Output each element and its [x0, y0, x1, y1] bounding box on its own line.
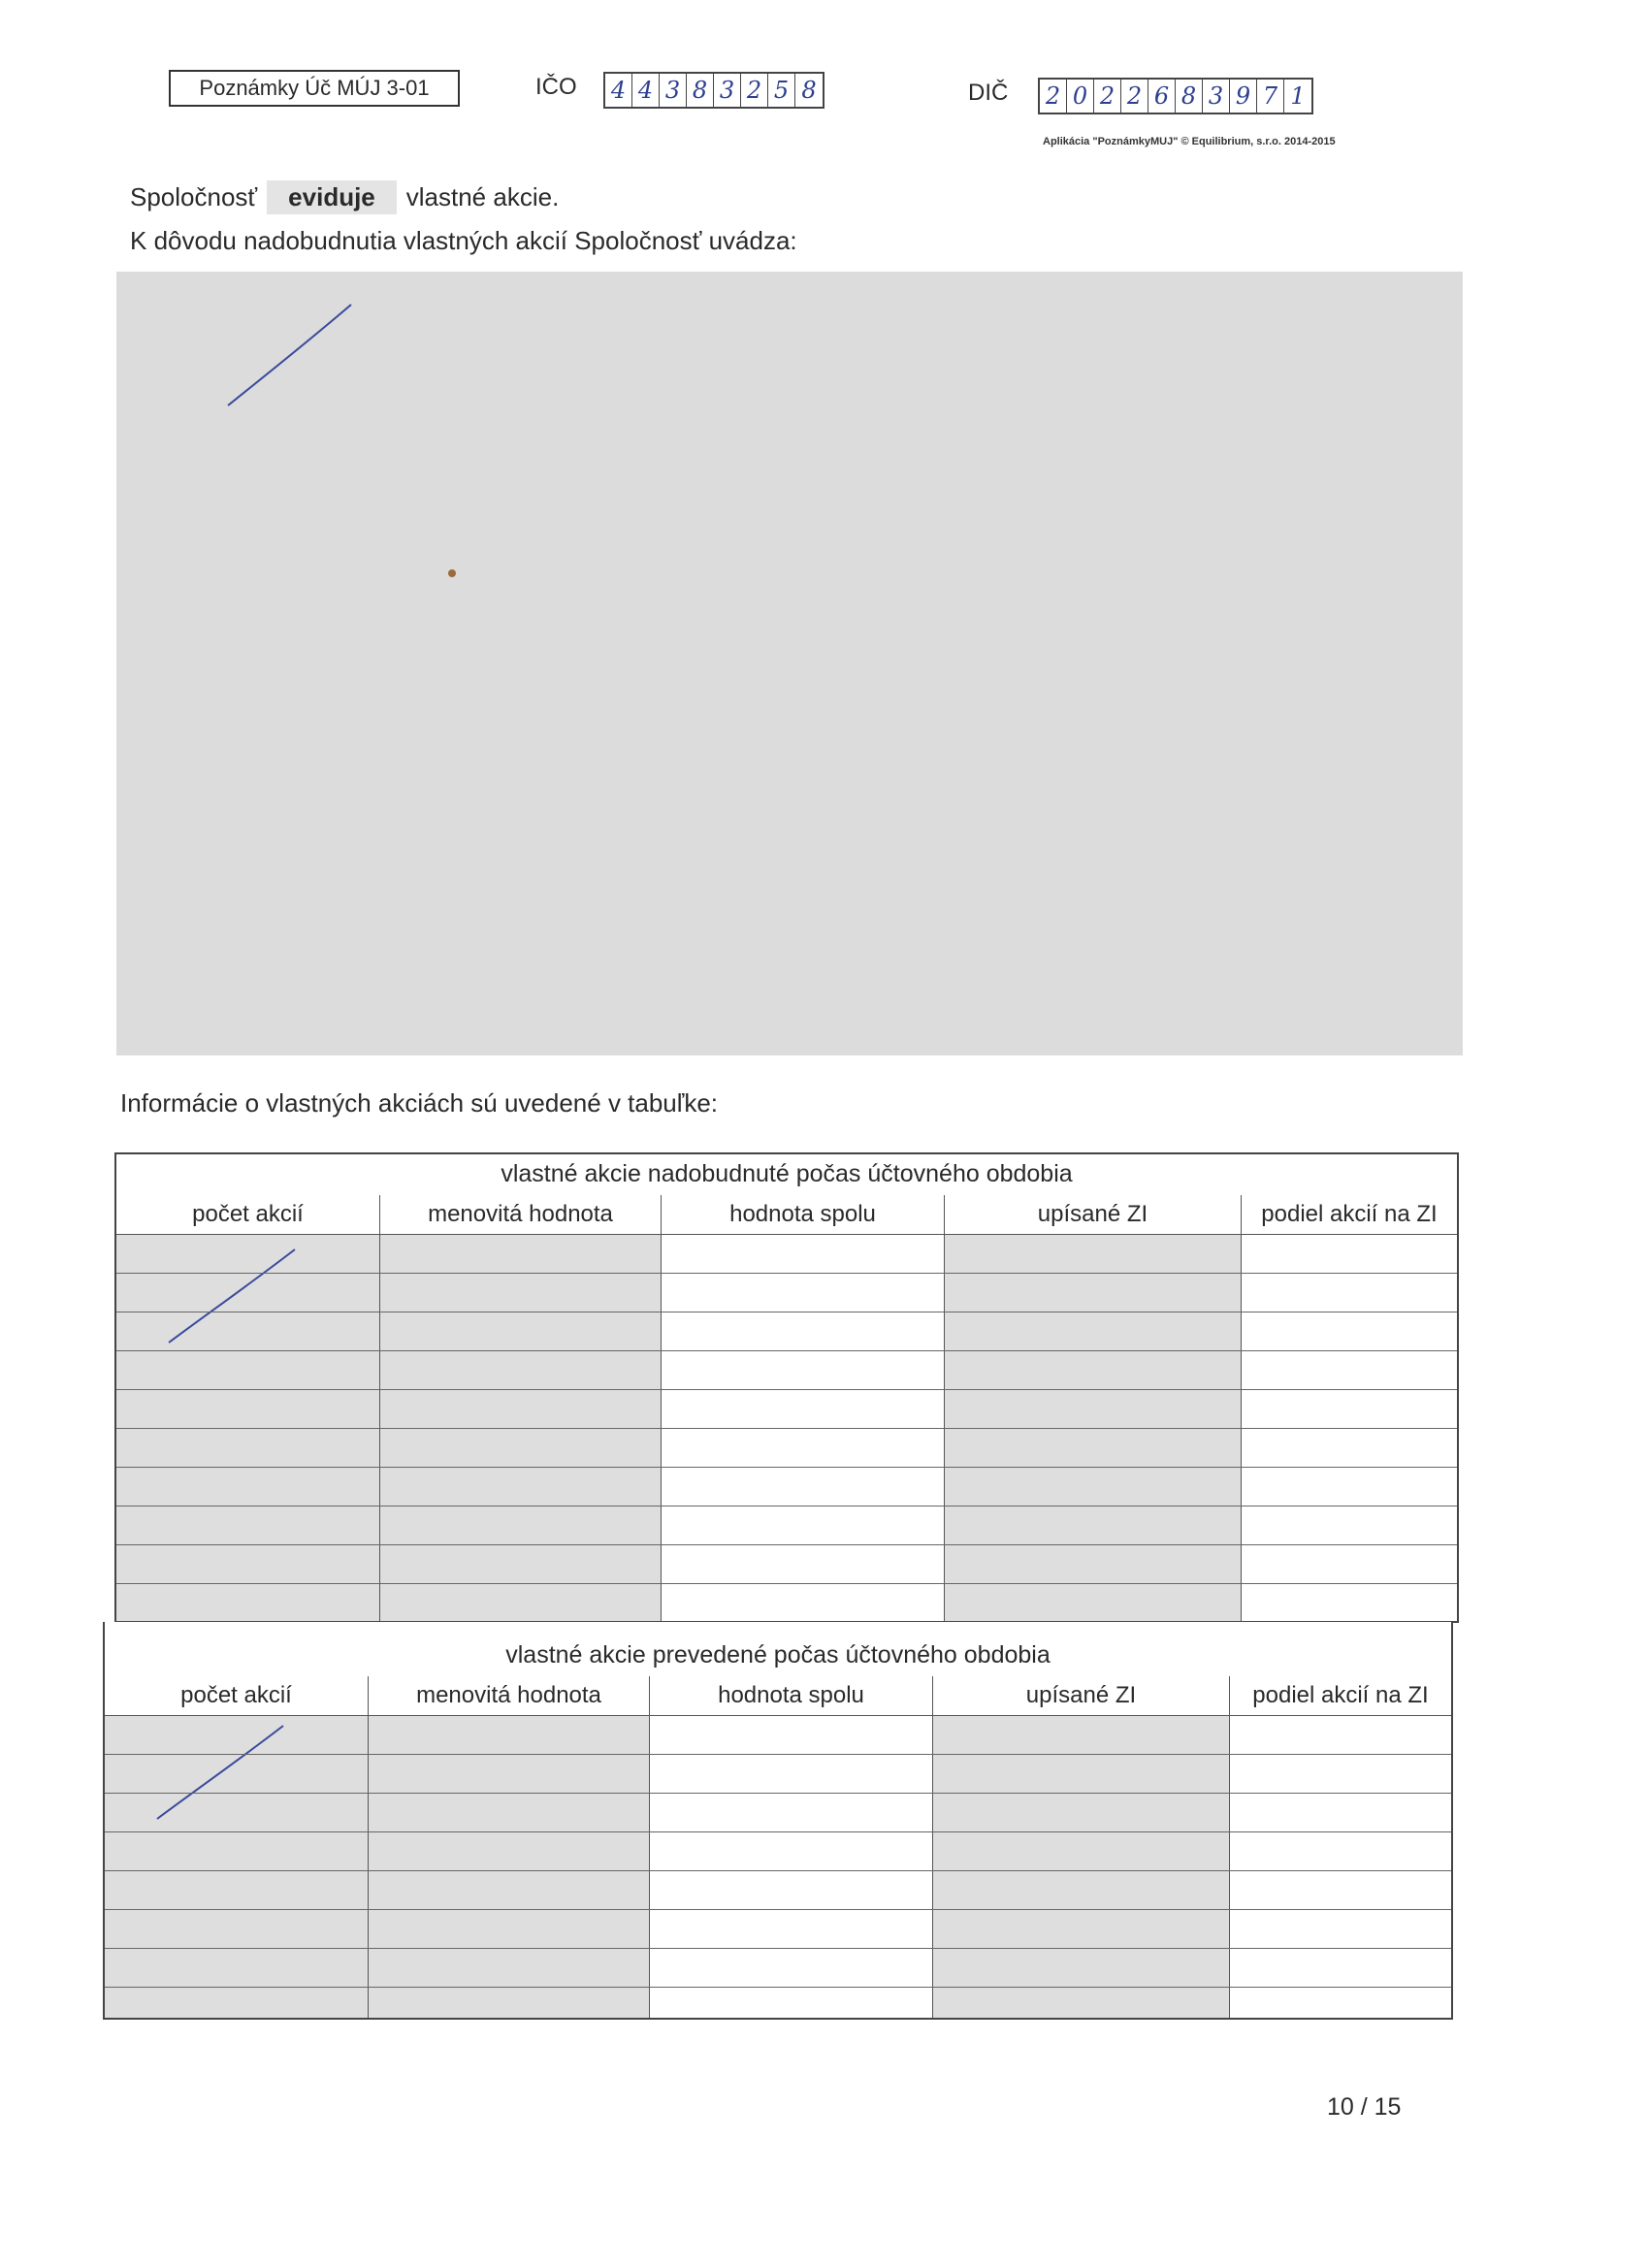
ico-digit: 5 — [768, 74, 795, 107]
table-row-line — [105, 1987, 1451, 1988]
form-id: Poznámky Úč MÚJ 3-01 — [199, 76, 430, 100]
acquired-header-share: podiel akcií na ZI — [1242, 1195, 1457, 1235]
acquired-header-nominal: menovitá hodnota — [380, 1195, 661, 1235]
transferred-col-share — [1230, 1676, 1451, 2018]
form-id-box — [169, 70, 460, 107]
ico-digit: 3 — [660, 74, 687, 107]
dic-digit: 2 — [1121, 80, 1148, 113]
table-row-line — [105, 1831, 1451, 1832]
transferred-header-nominal: menovitá hodnota — [369, 1676, 649, 1716]
info-label: Informácie o vlastných akciách sú uvedené v tabuľke: — [120, 1088, 719, 1118]
reason-label: K dôvodu nadobudnutia vlastných akcií Spoločnosť uvádza: — [130, 226, 797, 255]
stain-mark — [446, 567, 462, 579]
transferred-col-count — [105, 1676, 369, 2018]
ico-digit: 8 — [687, 74, 714, 107]
dic-digit: 1 — [1290, 82, 1306, 110]
dic-digit: 2 — [1094, 80, 1121, 113]
statement-suffix: vlastné akcie. — [405, 182, 560, 211]
table-row-line — [116, 1467, 1457, 1468]
ico-digit: 2 — [741, 74, 768, 107]
statement-status-field: eviduje — [267, 180, 397, 214]
acquired-col-share — [1242, 1195, 1457, 1621]
ico-digit: 3 — [714, 74, 741, 107]
dic-digit: 7 — [1257, 80, 1284, 113]
ico-digit: 4 — [632, 74, 660, 107]
statement-prefix: Spoločnosť — [130, 182, 258, 211]
acquired-col-subscribed — [945, 1195, 1242, 1621]
transferred-header-share: podiel akcií na ZI — [1230, 1676, 1451, 1716]
table-row-line — [116, 1350, 1457, 1351]
transferred-col-total — [650, 1676, 933, 2018]
ico-digit-boxes — [603, 72, 824, 109]
page-number: 10 / 15 — [1327, 2093, 1402, 2121]
ico-digit: 4 — [605, 74, 632, 107]
transferred-shares-table — [103, 1622, 1453, 2020]
dic-digit: 0 — [1067, 80, 1094, 113]
table-row-line — [116, 1506, 1457, 1507]
acquired-table-body — [116, 1195, 1457, 1621]
transferred-col-subscribed — [933, 1676, 1230, 2018]
dic-digit: 9 — [1230, 80, 1257, 113]
ico-label: IČO — [535, 74, 577, 100]
acquired-header-count: počet akcií — [116, 1195, 379, 1235]
transferred-header-total: hodnota spolu — [650, 1676, 932, 1716]
acquired-header-total: hodnota spolu — [662, 1195, 944, 1235]
table-row-line — [116, 1583, 1457, 1584]
transferred-header-subscribed: upísané ZI — [933, 1676, 1229, 1716]
handwritten-dash-mark — [223, 301, 359, 417]
handwritten-dash-mark — [165, 1244, 301, 1350]
table-row-line — [105, 1754, 1451, 1755]
dic-digit: 3 — [1203, 80, 1230, 113]
acquired-table-title: vlastné akcie nadobudnuté počas účtovného obdobia — [501, 1160, 1073, 1187]
ico-digit: 8 — [801, 77, 817, 104]
shares-statement — [130, 180, 559, 214]
table-row-line — [116, 1273, 1457, 1274]
table-row-line — [116, 1428, 1457, 1429]
transferred-table-body — [105, 1676, 1451, 2018]
table-row-line — [116, 1389, 1457, 1390]
table-row-line — [105, 1948, 1451, 1949]
handwritten-dash-mark — [153, 1720, 289, 1827]
transferred-table-title: vlastné akcie prevedené počas účtovného obdobia — [505, 1641, 1051, 1669]
transferred-col-nominal — [369, 1676, 650, 2018]
acquired-col-total — [662, 1195, 945, 1621]
table-row-line — [105, 1909, 1451, 1910]
dic-digit-boxes — [1038, 78, 1313, 114]
table-row-line — [116, 1544, 1457, 1545]
dic-digit: 2 — [1040, 80, 1067, 113]
table-row-line — [105, 1870, 1451, 1871]
app-copyright-note: Aplikácia "PoznámkyMUJ" © Equilibrium, s.r.o. 2014-2015 — [1043, 136, 1336, 147]
dic-digit: 6 — [1148, 80, 1176, 113]
reason-text-area — [116, 272, 1463, 1055]
acquired-col-count — [116, 1195, 380, 1621]
acquired-header-subscribed: upísané ZI — [945, 1195, 1241, 1235]
transferred-header-count: počet akcií — [105, 1676, 368, 1716]
table-row-line — [105, 1793, 1451, 1794]
acquired-col-nominal — [380, 1195, 662, 1621]
dic-digit: 8 — [1176, 80, 1203, 113]
dic-label: DIČ — [968, 80, 1009, 106]
acquired-shares-table — [114, 1152, 1459, 1623]
